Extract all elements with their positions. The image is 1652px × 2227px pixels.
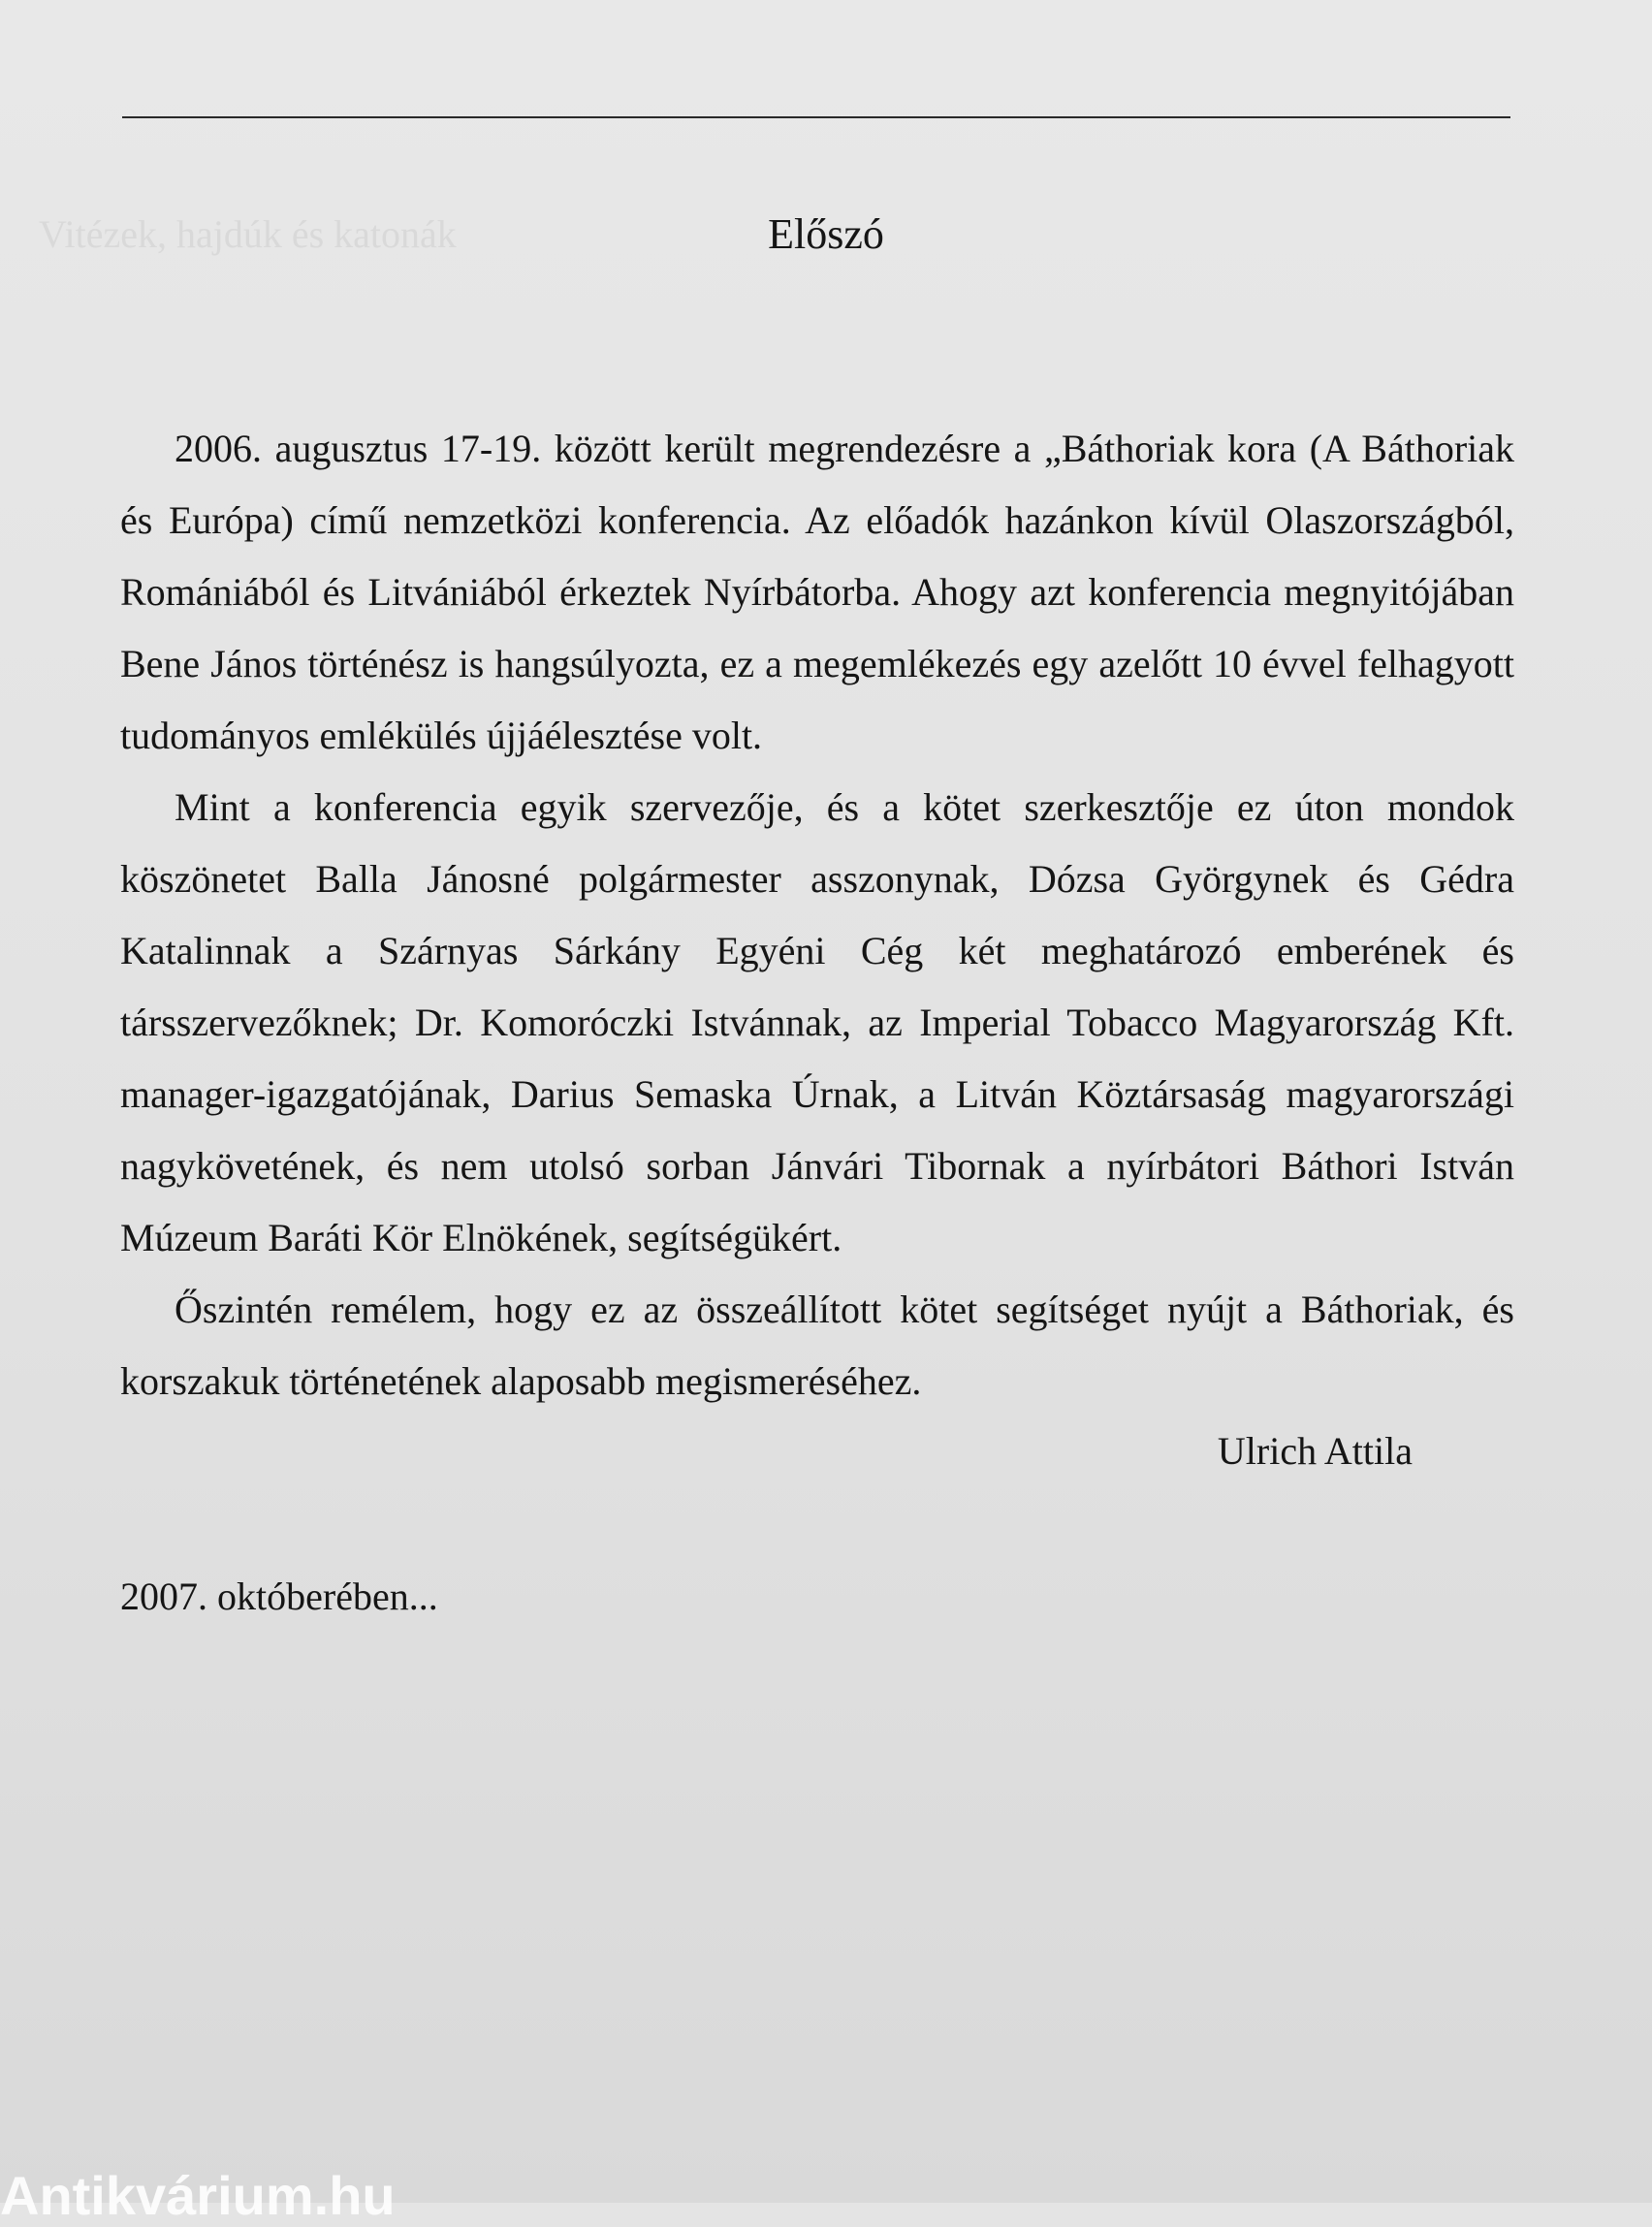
paragraph: 2006. augusztus 17-19. között került megrendezésre a „Báthoriak kora (A Báthoriak és Európa) című nemzetközi konferencia. Az előadók hazánkon kívül Olaszországból, Romániából és Litvániából érkeztek Nyírbátorba. Ahogy azt konferencia megnyitójában Bene János történész is hangsúlyozta, ez a megemlékezés egy azelőtt 10 évvel felhagyott tudományos emlékülés újjáélesztése volt.	[120, 427, 1514, 757]
author-signature: Ulrich Attila	[1217, 1429, 1413, 1473]
date-line: 2007. októberében...	[120, 1575, 438, 1618]
paragraph: Mint a konferencia egyik szervezője, és a kötet szerkesztője ez úton mondok köszönetet Balla Jánosné polgármester asszonynak, Dózsa Györgynek és Gédra Katalinnak a Szárnyas Sárkány Egyéni Cég két meghatározó emberének és társszervezőknek; Dr. Komoróczki Istvánnak, az Imperial Tobacco Magyarország Kft. manager-igazgatójának, Darius Semaska Úrnak, a Litván Köztársaság magyarországi nagykövetének, és nem utolsó sorban Jánvári Tibornak a nyírbátori Báthori István Múzeum Baráti Kör Elnökének, segítségükért.	[120, 785, 1514, 1259]
header-rule	[122, 116, 1510, 118]
watermark: Antikvárium.hu	[0, 2165, 396, 2226]
paragraph: Őszintén remélem, hogy ez az összeállított kötet segítséget nyújt a Báthoriak, és korszakuk történetének alaposabb megismeréséhez.	[120, 1288, 1514, 1403]
preface-body	[120, 413, 1514, 1417]
page-title: Előszó	[768, 210, 884, 258]
bleed-through-text: Vitézek, hajdúk és katonák	[39, 212, 457, 256]
